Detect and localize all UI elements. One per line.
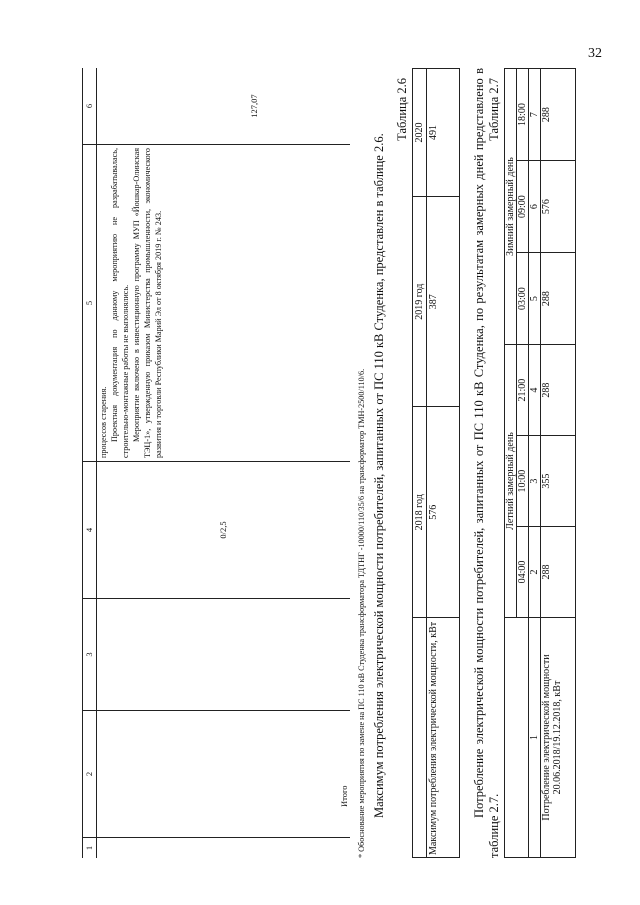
- value-2019: 387: [427, 196, 460, 407]
- row-value-4: 0/2,5: [218, 521, 228, 539]
- table-2-7: [504, 68, 576, 858]
- measure-line-3: Мероприятие включено в инвестиционную программу МУП «Йошкар-Олинская ТЭЦ-1», утвержденную приказом Министерства промышленности, экономического развития и торговли Республики Марий Эл от 8 октября 2019 г. № 243.: [132, 148, 163, 458]
- t27-value-3: 288: [541, 253, 576, 345]
- measure-description: [97, 145, 230, 462]
- t27-value-5: 288: [541, 69, 576, 161]
- t27-colnum-5: 5: [529, 253, 541, 345]
- t27-value-4: 576: [541, 161, 576, 253]
- t27-colnum-7: 7: [529, 69, 541, 161]
- total-value: 127,07: [249, 94, 259, 118]
- measures-table: [82, 68, 350, 858]
- rotated-sheet: [82, 68, 563, 858]
- paragraph-2: Потребление электрической мощности потребителей, запитанных от ПС 110 кВ Студенка, по результатам замерных дней представлено в таблице 2.7.: [472, 68, 501, 858]
- measure-line-2: Проектная документация по данному мероприятию не разрабатывалась, строительно-монтажные работы не выполнялись.: [110, 148, 130, 458]
- page-number: 32: [588, 46, 602, 61]
- total-label: Итого: [339, 785, 349, 807]
- year-2019: 2019 год: [413, 196, 427, 407]
- total-row: [229, 68, 350, 858]
- footnote: * Обоснование мероприятия по замене на ПС 110 кВ Студенка трансформатора ТДТНГ -10000/110/35/6 на трансформатор ТМН-2500/110/6.: [357, 368, 366, 858]
- time-2: 21:00: [517, 345, 529, 436]
- t27-colnum-6: 6: [529, 161, 541, 253]
- year-2018: 2018 год: [413, 407, 427, 618]
- time-0: 04:00: [517, 527, 529, 618]
- table26-data-row: [427, 69, 460, 858]
- time-4: 09:00: [517, 161, 529, 253]
- year-2020: 2020: [413, 69, 427, 197]
- table27-row-label: Потребление электрической мощности 20.06.2018/19.12.2018, кВт: [541, 618, 576, 858]
- table26-header-row: [413, 69, 427, 858]
- t27-value-1: 355: [541, 436, 576, 527]
- time-3: 03:00: [517, 253, 529, 345]
- time-1: 10:00: [517, 436, 529, 527]
- col-num-6: 6: [83, 68, 97, 145]
- t27-colnum-4: 4: [529, 345, 541, 436]
- t27-colnum-2: 2: [529, 527, 541, 618]
- t27-colnum-3: 3: [529, 436, 541, 527]
- t27-value-0: 288: [541, 527, 576, 618]
- col-num-1: 1: [83, 838, 97, 859]
- table27-data-row: [541, 69, 576, 858]
- time-5: 18:00: [517, 69, 529, 161]
- table27-colnum-row: [529, 69, 541, 858]
- measure-row: [97, 68, 230, 858]
- table27-header-row-1: [505, 69, 517, 858]
- column-number-row: [83, 68, 97, 858]
- value-2020: 491: [427, 69, 460, 197]
- table-2-6: [412, 68, 460, 858]
- measure-line-1: процессов старения.: [99, 386, 108, 458]
- paragraph-1: Максимум потребления электрической мощности потребителей, запитанных от ПС 110 кВ Студенка, представлен в таблице 2.6.: [372, 133, 386, 818]
- col-num-4: 4: [83, 462, 97, 599]
- table26-caption: Таблица 2.6: [395, 78, 409, 141]
- winter-day-header: Зимний замерный день: [505, 69, 517, 345]
- table26-row-label: Максимум потребления электрической мощности, кВт: [427, 618, 460, 858]
- col-num-3: 3: [83, 599, 97, 711]
- value-2018: 576: [427, 407, 460, 618]
- col-num-5: 5: [83, 145, 97, 462]
- t27-colnum-1: 1: [529, 618, 541, 858]
- t27-value-2: 288: [541, 345, 576, 436]
- col-num-2: 2: [83, 711, 97, 838]
- summer-day-header: Летний замерный день: [505, 345, 517, 618]
- table27-caption: Таблица 2.7: [487, 78, 501, 141]
